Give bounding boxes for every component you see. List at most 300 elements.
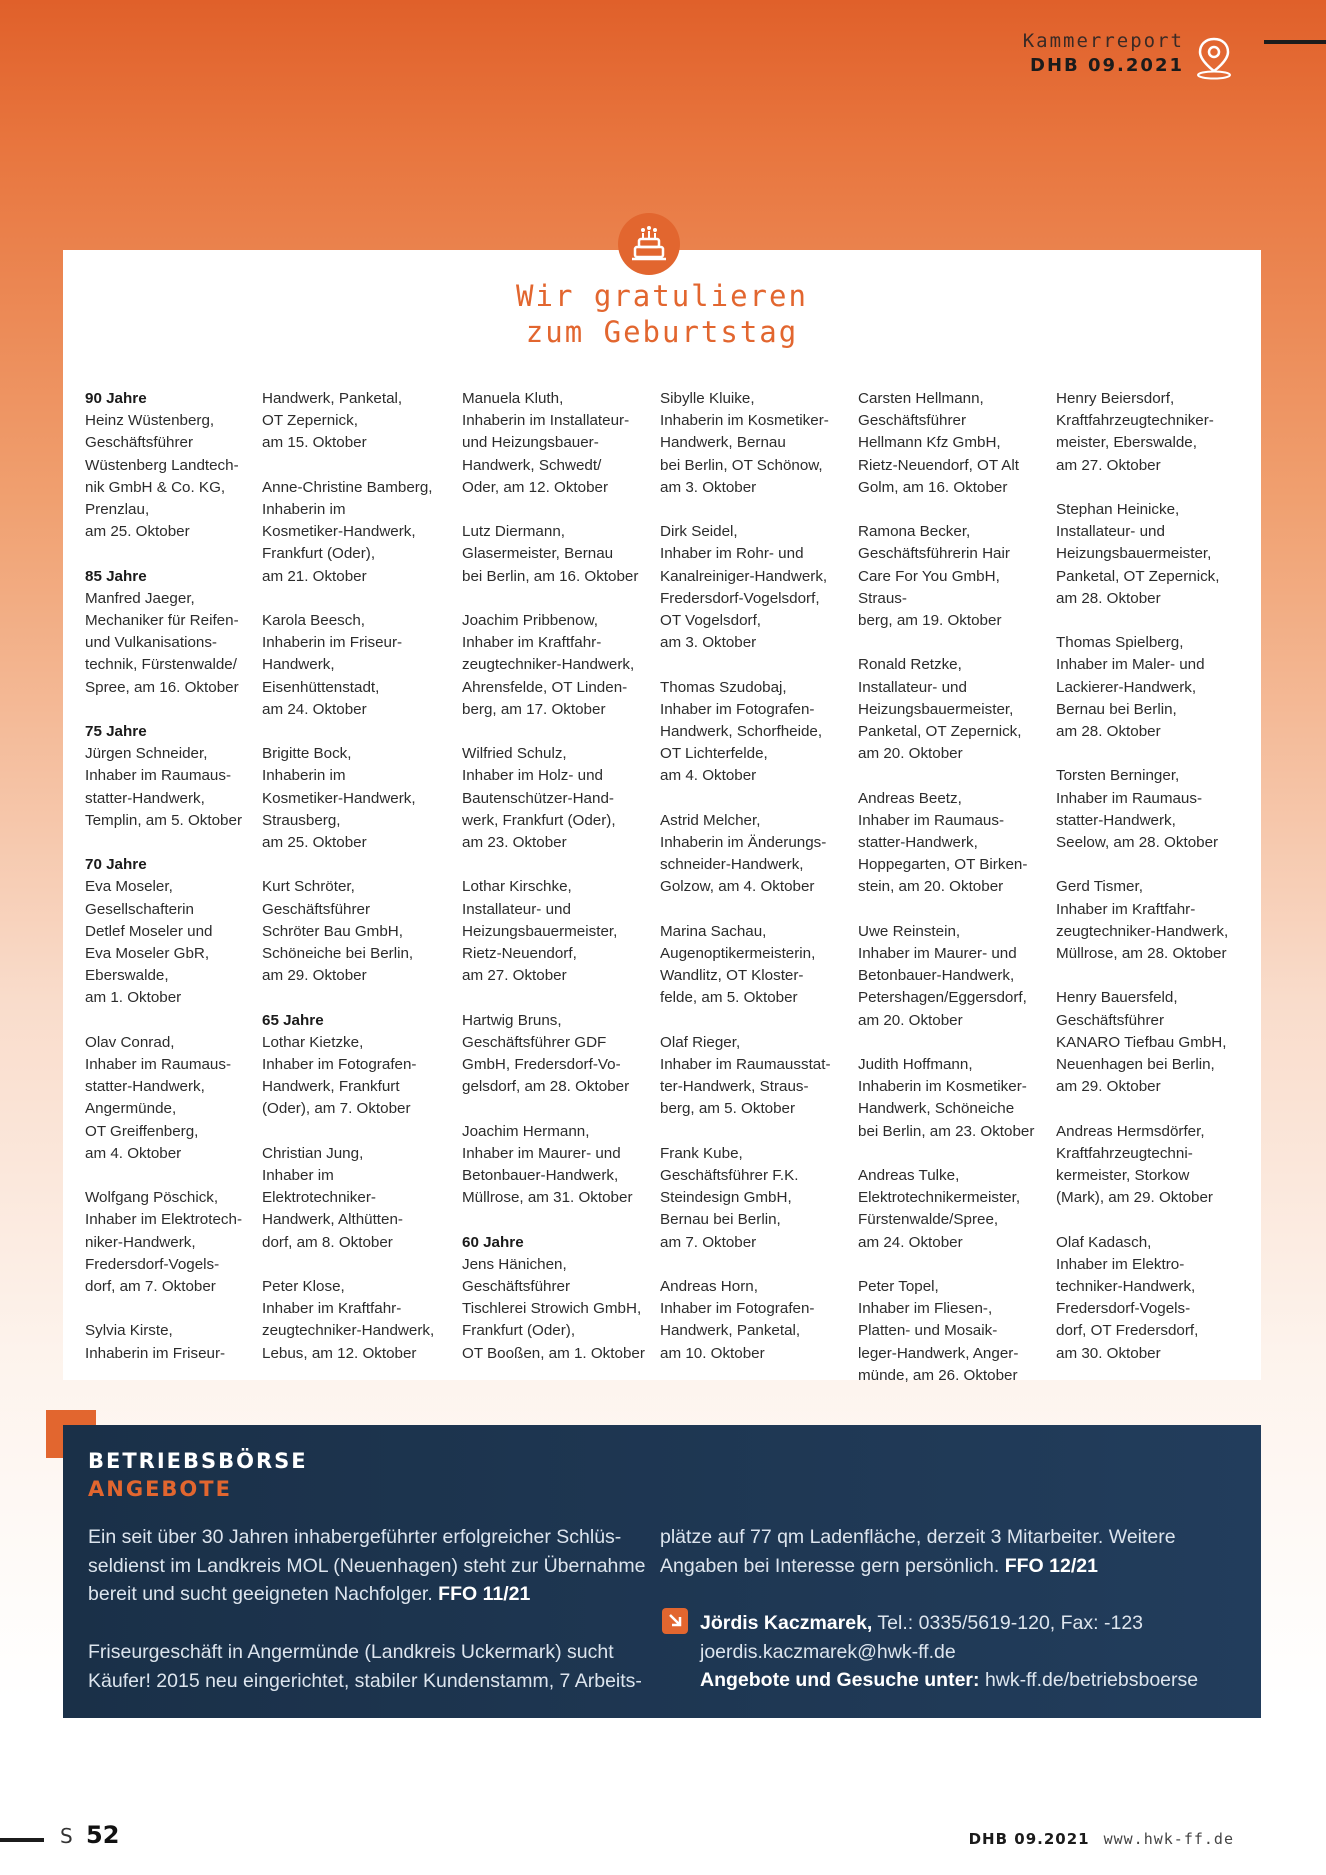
- birthday-entry: [858, 921, 1048, 1032]
- entry-line: am 1. Oktober: [85, 989, 182, 1007]
- entry-line: Lothar Kirschke,: [462, 878, 572, 896]
- entry-line: Torsten Berninger,: [1056, 767, 1180, 785]
- birthday-entry: [858, 521, 1048, 632]
- contact-name: Jördis Kaczmarek,: [700, 1612, 873, 1634]
- entry-line: Geschäftsführer: [858, 412, 967, 430]
- entry-line: am 23. Oktober: [462, 834, 567, 852]
- entry-line: Platten- und Mosaik-: [858, 1322, 998, 1340]
- entry-line: Fredersdorf-Vogels-: [85, 1255, 220, 1273]
- entry-line: niker-Handwerk,: [85, 1233, 196, 1251]
- entry-line: Kanalreiniger-Handwerk,: [660, 567, 828, 585]
- birthday-cake-icon: [618, 213, 680, 275]
- entry-line: berg, am 17. Oktober: [462, 700, 606, 718]
- entry-line: Inhaber im Rohr- und: [660, 545, 804, 563]
- entry-line: Brigitte Bock,: [262, 745, 352, 763]
- entry-line: Manuela Kluth,: [462, 390, 564, 407]
- entry-line: Geschäftsführer: [462, 1278, 571, 1296]
- birthday-entry: [660, 521, 850, 654]
- entry-line: Inhaberin im Kosmetiker-: [660, 412, 829, 430]
- entry-line: GmbH, Fredersdorf-Vo-: [462, 1056, 621, 1074]
- entry-line: Karola Beesch,: [262, 612, 365, 629]
- entry-line: Wolfgang Pöschick,: [85, 1189, 219, 1207]
- age-heading: 65 Jahre: [262, 1011, 324, 1029]
- entry-line: bei Berlin, OT Schönow,: [660, 456, 823, 474]
- birthday-entry: [660, 677, 850, 788]
- panel-title: BETRIEBSBÖRSE: [88, 1449, 308, 1473]
- footer-right: [969, 1829, 1234, 1848]
- entry-line: Kosmetiker-Handwerk,: [262, 789, 416, 807]
- entry-line: dorf, am 8. Oktober: [262, 1233, 393, 1251]
- entry-line: Fürstenwalde/Spree,: [858, 1211, 999, 1229]
- entry-line: zeugtechniker-Handwerk,: [262, 1322, 435, 1340]
- entry-line: Installateur- und: [858, 678, 967, 696]
- birthday-column-5: [858, 388, 1048, 1387]
- entry-line: Marina Sachau,: [660, 922, 767, 940]
- entry-line: Kosmetiker-Handwerk,: [262, 523, 416, 541]
- birthday-column-4: [660, 388, 850, 1365]
- entry-line: stein, am 20. Oktober: [858, 878, 1004, 896]
- entry-line: Inhaber im Elektrotech-: [85, 1211, 243, 1229]
- entry-line: Inhaber im Kraftfahr-: [1056, 900, 1196, 918]
- birthday-entry: [462, 1010, 652, 1099]
- birthday-entry: [1056, 765, 1246, 854]
- entry-line: Eva Moseler,: [85, 878, 173, 896]
- birthday-entry: [1056, 987, 1246, 1098]
- birthday-entry: [1056, 1121, 1246, 1210]
- page-number: 52: [86, 1821, 120, 1849]
- entry-line: Glasermeister, Bernau: [462, 545, 614, 563]
- birthday-entry: [660, 810, 850, 899]
- entry-line: Handwerk, Panketal,: [262, 390, 403, 407]
- birthday-entry: [262, 610, 452, 721]
- entry-line: Heizungsbauermeister,: [1056, 545, 1212, 563]
- entry-line: dorf, OT Fredersdorf,: [1056, 1322, 1199, 1340]
- birthday-entry: [262, 1010, 452, 1121]
- entry-line: Neuenhagen bei Berlin,: [1056, 1056, 1215, 1074]
- entry-line: am 3. Oktober: [660, 478, 757, 496]
- entry-line: Care For You GmbH, Straus-: [858, 567, 1000, 607]
- offer-2: [88, 1638, 648, 1695]
- entry-line: Stephan Heinicke,: [1056, 501, 1180, 518]
- birthday-entry: [85, 1320, 275, 1364]
- entry-line: werk, Frankfurt (Oder),: [462, 811, 616, 829]
- contact-more-label: Angebote und Gesuche unter:: [700, 1669, 980, 1692]
- entry-line: Geschäftsführer: [1056, 1011, 1165, 1029]
- contact-block: [700, 1609, 1240, 1695]
- entry-line: Lutz Diermann,: [462, 523, 565, 541]
- entry-line: Detlef Moseler und: [85, 922, 213, 940]
- birthday-entry: [660, 1032, 850, 1121]
- card-title: [63, 278, 1261, 350]
- birthday-entry: [462, 388, 652, 499]
- birthday-entry: [462, 610, 652, 721]
- entry-line: am 25. Oktober: [262, 834, 367, 852]
- entry-line: Kurt Schröter,: [262, 878, 355, 896]
- entry-line: am 10. Oktober: [660, 1344, 765, 1362]
- entry-line: Inhaber im Raumausstat-: [660, 1056, 831, 1074]
- entry-line: Kraftfahrzeugtechniker-: [1056, 412, 1214, 430]
- birthday-entry: [462, 521, 652, 588]
- entry-line: Betonbauer-Handwerk,: [462, 1167, 619, 1185]
- entry-line: am 25. Oktober: [85, 523, 190, 541]
- entry-line: Petershagen/Eggersdorf,: [858, 989, 1027, 1007]
- age-heading: 75 Jahre: [85, 723, 147, 741]
- entry-line: Lothar Kietzke,: [262, 1033, 364, 1051]
- entry-line: Bernau bei Berlin,: [660, 1211, 781, 1229]
- entry-line: Heizungsbauermeister,: [858, 700, 1014, 718]
- birthday-entry: [462, 1232, 652, 1365]
- entry-line: am 28. Oktober: [1056, 589, 1161, 607]
- entry-line: Wilfried Schulz,: [462, 745, 567, 763]
- entry-line: Gerd Tismer,: [1056, 878, 1143, 896]
- entry-line: Inhaber im Raumaus-: [858, 811, 1005, 829]
- birthday-entry: [660, 388, 850, 499]
- entry-line: Rietz-Neuendorf, OT Alt: [858, 456, 1019, 474]
- entry-line: münde, am 26. Oktober: [858, 1366, 1018, 1384]
- birthday-entry: [85, 566, 275, 699]
- entry-line: Oder, am 12. Oktober: [462, 478, 609, 496]
- entry-line: Inhaberin im: [262, 767, 346, 785]
- entry-line: Bautenschützer-Hand-: [462, 789, 614, 807]
- entry-line: Rietz-Neuendorf,: [462, 945, 577, 963]
- offer-1: [88, 1523, 648, 1609]
- offer-1-line: bereit und sucht geeigneten Nachfolger. FFO 11/21: [88, 1583, 531, 1606]
- entry-line: Hellmann Kfz GmbH,: [858, 434, 1001, 452]
- birthday-entry: [858, 654, 1048, 765]
- entry-line: Frank Kube,: [660, 1144, 743, 1162]
- entry-line: Inhaber im Fotografen-: [262, 1056, 417, 1074]
- birthday-column-2: [262, 388, 452, 1365]
- entry-line: techniker-Handwerk,: [1056, 1278, 1196, 1296]
- birthday-entry: [660, 1276, 850, 1365]
- card-title-line1: Wir gratulieren: [516, 279, 808, 313]
- entry-line: Seelow, am 28. Oktober: [1056, 834, 1219, 852]
- entry-line: berg, am 5. Oktober: [660, 1100, 796, 1118]
- entry-line: Handwerk,: [262, 656, 335, 674]
- entry-line: Prenzlau,: [85, 501, 150, 519]
- birthday-entry: [262, 388, 452, 455]
- entry-line: Jens Hänichen,: [462, 1255, 567, 1273]
- entry-line: zeugtechniker-Handwerk,: [1056, 922, 1229, 940]
- birthday-entry: [858, 788, 1048, 899]
- birthday-entry: [262, 477, 452, 588]
- entry-line: am 7. Oktober: [660, 1233, 757, 1251]
- entry-line: Inhaber im Raumaus-: [85, 1056, 232, 1074]
- entry-line: am 4. Oktober: [85, 1144, 182, 1162]
- birthday-entry: [462, 743, 652, 854]
- entry-line: Augenoptikermeisterin,: [660, 945, 816, 963]
- entry-line: Frankfurt (Oder),: [262, 545, 376, 563]
- entry-line: Wüstenberg Landtech-: [85, 456, 239, 474]
- entry-line: Spree, am 16. Oktober: [85, 678, 239, 696]
- contact-email[interactable]: joerdis.kaczmarek@hwk-ff.de: [700, 1640, 956, 1663]
- contact-phone: Tel.: 0335/5619-120, Fax: -123: [877, 1612, 1144, 1634]
- entry-line: Thomas Spielberg,: [1056, 634, 1184, 652]
- entry-line: am 28. Oktober: [1056, 723, 1161, 741]
- entry-line: ter-Handwerk, Straus-: [660, 1078, 809, 1096]
- entry-line: am 27. Oktober: [1056, 456, 1161, 474]
- entry-line: Inhaberin im Änderungs-: [660, 834, 827, 852]
- entry-line: Geschäftsführerin Hair: [858, 545, 1010, 563]
- entry-line: Olav Conrad,: [85, 1033, 175, 1051]
- entry-line: meister, Eberswalde,: [1056, 434, 1197, 452]
- offer-1-code: FFO 11/21: [438, 1583, 531, 1606]
- birthday-entry: [858, 1165, 1048, 1254]
- age-heading: 70 Jahre: [85, 856, 147, 874]
- entry-line: Sylvia Kirste,: [85, 1322, 173, 1340]
- entry-line: leger-Handwerk, Anger-: [858, 1344, 1019, 1362]
- entry-line: Handwerk, Schwedt/: [462, 456, 602, 474]
- entry-line: Kraftfahrzeugtechni-: [1056, 1144, 1193, 1162]
- entry-line: OT Vogelsdorf,: [660, 612, 762, 630]
- entry-line: Angermünde,: [85, 1100, 177, 1118]
- birthday-entry: [1056, 1232, 1246, 1365]
- entry-line: Hoppegarten, OT Birken-: [858, 856, 1028, 874]
- entry-line: OT Zepernick,: [262, 412, 358, 430]
- entry-line: Inhaber im Raumaus-: [85, 767, 232, 785]
- entry-line: statter-Handwerk,: [85, 1078, 205, 1096]
- entry-line: Inhaber im Fotografen-: [660, 1300, 815, 1318]
- entry-line: Inhaber im Elektro-: [1056, 1255, 1185, 1273]
- age-heading: 90 Jahre: [85, 390, 147, 407]
- entry-line: Handwerk, Panketal,: [660, 1322, 801, 1340]
- entry-line: Andreas Beetz,: [858, 789, 962, 807]
- offer-2-line: plätze auf 77 qm Ladenfläche, derzeit 3 Mitarbeiter. Weitere: [660, 1526, 1176, 1548]
- offer-2-line: Friseurgeschäft in Angermünde (Landkreis Uckermark) sucht: [88, 1641, 614, 1663]
- entry-line: Elektrotechniker-: [262, 1189, 376, 1207]
- entry-line: Frankfurt (Oder),: [462, 1322, 576, 1340]
- birthday-entry: [462, 876, 652, 987]
- entry-line: Geschäftsführer GDF: [462, 1033, 607, 1051]
- entry-line: Bernau bei Berlin,: [1056, 700, 1177, 718]
- card-title-line2: zum Geburtstag: [525, 315, 799, 349]
- age-heading: 60 Jahre: [462, 1233, 524, 1251]
- entry-line: felde, am 5. Oktober: [660, 989, 798, 1007]
- entry-line: Inhaber im Fotografen-: [660, 700, 815, 718]
- entry-line: Inhaber im Holz- und: [462, 767, 603, 785]
- entry-line: Christian Jung,: [262, 1144, 364, 1162]
- entry-line: Betonbauer-Handwerk,: [858, 967, 1015, 985]
- entry-line: OT Greiffenberg,: [85, 1122, 199, 1140]
- entry-line: Joachim Pribbenow,: [462, 612, 598, 629]
- entry-line: Elektrotechnikermeister,: [858, 1189, 1021, 1207]
- entry-line: Handwerk, Bernau: [660, 434, 786, 452]
- entry-line: Astrid Melcher,: [660, 811, 761, 829]
- entry-line: Hartwig Bruns,: [462, 1011, 562, 1029]
- age-heading: 85 Jahre: [85, 567, 147, 585]
- entry-line: Inhaber im Fliesen-,: [858, 1300, 993, 1318]
- entry-line: Inhaber im Raumaus-: [1056, 789, 1203, 807]
- entry-line: am 4. Oktober: [660, 767, 757, 785]
- entry-line: am 20. Oktober: [858, 745, 963, 763]
- entry-line: am 3. Oktober: [660, 634, 757, 652]
- entry-line: und Vulkanisations-: [85, 634, 217, 652]
- entry-line: bei Berlin, am 16. Oktober: [462, 567, 639, 585]
- entry-line: Thomas Szudobaj,: [660, 678, 787, 696]
- entry-line: Inhaber im Maurer- und: [858, 945, 1017, 963]
- offer-2-line: Käufer! 2015 neu eingerichtet, stabiler Kundenstamm, 7 Arbeits-: [88, 1669, 642, 1692]
- section-label: Kammerreport: [1022, 30, 1184, 52]
- entry-line: statter-Handwerk,: [858, 834, 978, 852]
- entry-line: Eva Moseler GbR,: [85, 945, 210, 963]
- header-rule: [1264, 40, 1326, 44]
- page-prefix: S: [60, 1824, 73, 1848]
- birthday-entry: [85, 1032, 275, 1165]
- offer-1-line: Ein seit über 30 Jahren inhabergeführter erfolgreicher Schlüs-: [88, 1526, 622, 1548]
- entry-line: am 24. Oktober: [262, 700, 367, 718]
- entry-line: Heizungsbauermeister,: [462, 922, 618, 940]
- entry-line: gelsdorf, am 28. Oktober: [462, 1078, 630, 1096]
- entry-line: statter-Handwerk,: [85, 789, 205, 807]
- birthday-entry: [660, 1143, 850, 1254]
- entry-line: Olaf Kadasch,: [1056, 1233, 1152, 1251]
- birthday-entry: [85, 854, 275, 1009]
- birthday-entry: [85, 1187, 275, 1298]
- entry-line: Panketal, OT Zepernick,: [858, 723, 1022, 741]
- entry-line: nik GmbH & Co. KG,: [85, 478, 226, 496]
- entry-line: Ronald Retzke,: [858, 656, 962, 674]
- entry-line: Olaf Rieger,: [660, 1033, 741, 1051]
- entry-line: Panketal, OT Zepernick,: [1056, 567, 1220, 585]
- entry-line: Jürgen Schneider,: [85, 745, 208, 763]
- entry-line: Strausberg,: [262, 811, 341, 829]
- entry-line: Peter Topel,: [858, 1278, 939, 1296]
- entry-line: Ramona Becker,: [858, 523, 971, 541]
- entry-line: OT Booßen, am 1. Oktober: [462, 1344, 645, 1362]
- entry-line: Eberswalde,: [85, 967, 169, 985]
- entry-line: Inhaberin im Friseur-: [262, 634, 403, 652]
- entry-line: bei Berlin, am 23. Oktober: [858, 1122, 1035, 1140]
- entry-line: Schröter Bau GmbH,: [262, 922, 403, 940]
- entry-line: Anne-Christine Bamberg,: [262, 478, 433, 496]
- birthday-entry: [858, 1276, 1048, 1387]
- location-pin-icon: [1192, 35, 1236, 81]
- entry-line: (Oder), am 7. Oktober: [262, 1100, 411, 1118]
- panel-subtitle: ANGEBOTE: [88, 1477, 232, 1501]
- birthday-entry: [1056, 388, 1246, 477]
- entry-line: am 21. Oktober: [262, 567, 367, 585]
- entry-line: statter-Handwerk,: [1056, 811, 1176, 829]
- entry-line: Templin, am 5. Oktober: [85, 811, 242, 829]
- offer-1-line: seldienst im Landkreis MOL (Neuenhagen) steht zur Übernahme: [88, 1554, 646, 1577]
- entry-line: Mechaniker für Reifen-: [85, 612, 239, 630]
- entry-line: Fredersdorf-Vogels-: [1056, 1300, 1191, 1318]
- entry-line: und Heizungsbauer-: [462, 434, 599, 452]
- birthday-entry: [1056, 876, 1246, 965]
- entry-line: berg, am 19. Oktober: [858, 612, 1002, 630]
- birthday-entry: [858, 388, 1048, 499]
- entry-line: Andreas Tulke,: [858, 1167, 960, 1185]
- entry-line: Inhaberin im Friseur-: [85, 1344, 226, 1362]
- offer-2-continued: [660, 1523, 1220, 1580]
- entry-line: Ahrensfelde, OT Linden-: [462, 678, 628, 696]
- entry-line: am 15. Oktober: [262, 434, 367, 452]
- entry-line: Carsten Hellmann,: [858, 390, 984, 407]
- entry-line: Heinz Wüstenberg,: [85, 412, 215, 430]
- birthday-column-3: [462, 388, 652, 1365]
- birthday-entry: [858, 1054, 1048, 1143]
- entry-line: Lackierer-Handwerk,: [1056, 678, 1197, 696]
- entry-line: Inhaber im Maler- und: [1056, 656, 1205, 674]
- footer-website[interactable]: www.hwk-ff.de: [1103, 1830, 1234, 1848]
- entry-line: Manfred Jaeger,: [85, 589, 195, 607]
- entry-line: schneider-Handwerk,: [660, 856, 804, 874]
- birthday-entry: [85, 388, 275, 543]
- entry-line: Uwe Reinstein,: [858, 922, 961, 940]
- birthday-column-1: [85, 388, 275, 1365]
- entry-line: kermeister, Storkow: [1056, 1167, 1190, 1185]
- entry-line: Inhaber im Maurer- und: [462, 1144, 621, 1162]
- entry-line: Installateur- und: [462, 900, 571, 918]
- issue-label: DHB 09.2021: [1030, 55, 1184, 76]
- birthday-entry: [262, 743, 452, 854]
- entry-line: Müllrose, am 31. Oktober: [462, 1189, 633, 1207]
- entry-line: Geschäftsführer: [262, 900, 371, 918]
- entry-line: Müllrose, am 28. Oktober: [1056, 945, 1227, 963]
- footer-issue: DHB 09.2021: [968, 1830, 1090, 1848]
- entry-line: am 27. Oktober: [462, 967, 567, 985]
- entry-line: Geschäftsführer: [85, 434, 194, 452]
- entry-line: (Mark), am 29. Oktober: [1056, 1189, 1213, 1207]
- entry-line: Henry Beiersdorf,: [1056, 390, 1175, 407]
- entry-line: Andreas Hermsdörfer,: [1056, 1122, 1205, 1140]
- contact-arrow-icon: [662, 1608, 688, 1634]
- entry-line: Judith Hoffmann,: [858, 1056, 973, 1074]
- entry-line: Handwerk, Schöneiche: [858, 1100, 1015, 1118]
- entry-line: KANARO Tiefbau GmbH,: [1056, 1033, 1227, 1051]
- offer-2-line: Angaben bei Interesse gern persönlich. FFO 12/21: [660, 1554, 1098, 1577]
- entry-line: Inhaber im Kraftfahr-: [462, 634, 602, 652]
- entry-line: am 24. Oktober: [858, 1233, 963, 1251]
- footer-rule: [0, 1838, 44, 1842]
- entry-line: Lebus, am 12. Oktober: [262, 1344, 417, 1362]
- entry-line: Golzow, am 4. Oktober: [660, 878, 815, 896]
- entry-line: OT Lichterfelde,: [660, 745, 768, 763]
- birthday-entry: [85, 721, 275, 832]
- entry-line: Dirk Seidel,: [660, 523, 738, 541]
- entry-line: am 29. Oktober: [1056, 1078, 1161, 1096]
- entry-line: Installateur- und: [1056, 523, 1165, 541]
- entry-line: zeugtechniker-Handwerk,: [462, 656, 635, 674]
- birthday-entry: [1056, 632, 1246, 743]
- entry-line: Steindesign GmbH,: [660, 1189, 792, 1207]
- entry-line: Inhaber im Kraftfahr-: [262, 1300, 402, 1318]
- entry-line: Handwerk, Frankfurt: [262, 1078, 400, 1096]
- entry-line: dorf, am 7. Oktober: [85, 1278, 216, 1296]
- birthday-entry: [262, 876, 452, 987]
- entry-line: Andreas Horn,: [660, 1278, 758, 1296]
- birthday-entry: [462, 1121, 652, 1210]
- entry-line: Tischlerei Strowich GmbH,: [462, 1300, 642, 1318]
- birthday-entry: [660, 921, 850, 1010]
- entry-line: Geschäftsführer F.K.: [660, 1167, 799, 1185]
- offer-2-code: FFO 12/21: [1004, 1554, 1098, 1577]
- entry-line: am 30. Oktober: [1056, 1344, 1161, 1362]
- entry-line: Wandlitz, OT Kloster-: [660, 967, 804, 985]
- entry-line: Handwerk, Schorfheide,: [660, 723, 823, 741]
- birthday-entry: [262, 1143, 452, 1254]
- entry-line: Inhaber im: [262, 1167, 334, 1185]
- birthday-entry: [262, 1276, 452, 1365]
- entry-line: Henry Bauersfeld,: [1056, 989, 1178, 1007]
- contact-more-url[interactable]: hwk-ff.de/betriebsboerse: [984, 1669, 1199, 1692]
- page-header: [1023, 30, 1184, 76]
- birthday-column-6: [1056, 388, 1246, 1365]
- entry-line: Schöneiche bei Berlin,: [262, 945, 414, 963]
- entry-line: Inhaberin im Kosmetiker-: [858, 1078, 1027, 1096]
- birthday-entry: [1056, 499, 1246, 610]
- entry-line: Joachim Hermann,: [462, 1122, 590, 1140]
